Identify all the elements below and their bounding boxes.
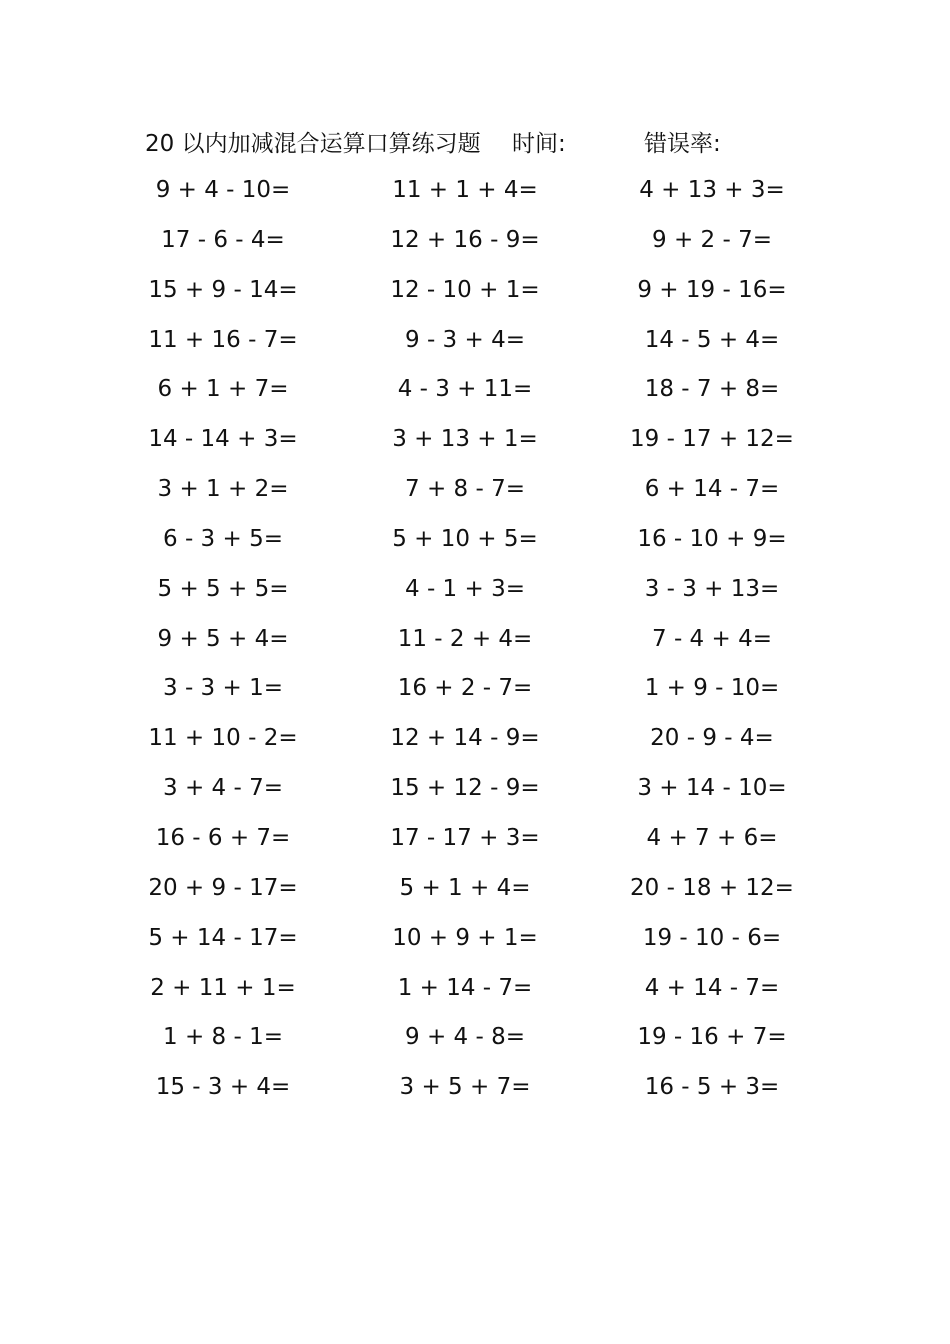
problem-item: 9 + 19 - 16= bbox=[637, 276, 787, 303]
problem-item: 3 + 1 + 2= bbox=[157, 476, 289, 503]
problem-item: 12 - 10 + 1= bbox=[390, 276, 540, 303]
problem-item: 16 + 2 - 7= bbox=[397, 675, 533, 702]
problem-item: 1 + 9 - 10= bbox=[644, 675, 780, 702]
problem-item: 20 - 9 - 4= bbox=[650, 725, 774, 752]
problem-item: 3 + 5 + 7= bbox=[399, 1074, 531, 1101]
problem-item: 16 - 6 + 7= bbox=[155, 824, 291, 851]
problem-item: 1 + 14 - 7= bbox=[397, 974, 533, 1001]
problem-item: 7 + 8 - 7= bbox=[405, 476, 525, 503]
problem-item: 19 - 16 + 7= bbox=[637, 1024, 787, 1051]
time-label: 时间: bbox=[512, 131, 566, 157]
problem-row bbox=[0, 365, 950, 415]
problem-row bbox=[0, 664, 950, 714]
problem-item: 14 - 5 + 4= bbox=[644, 326, 780, 353]
problem-row bbox=[0, 814, 950, 864]
problem-item: 7 - 4 + 4= bbox=[652, 625, 772, 652]
problem-item: 3 - 3 + 1= bbox=[163, 675, 283, 702]
problem-item: 4 - 3 + 11= bbox=[397, 376, 533, 403]
problem-item: 15 + 12 - 9= bbox=[390, 775, 540, 802]
problem-item: 11 - 2 + 4= bbox=[397, 625, 533, 652]
problem-row bbox=[0, 266, 950, 316]
problem-item: 15 - 3 + 4= bbox=[155, 1074, 291, 1101]
problem-item: 14 - 14 + 3= bbox=[148, 426, 298, 453]
problem-row bbox=[0, 764, 950, 814]
worksheet-title: 20 以内加减混合运算口算练习题 bbox=[145, 131, 481, 157]
problem-item: 9 + 2 - 7= bbox=[652, 226, 772, 253]
problem-row bbox=[0, 415, 950, 465]
problem-item: 5 + 1 + 4= bbox=[399, 874, 531, 901]
problem-item: 19 - 17 + 12= bbox=[630, 426, 794, 453]
problem-item: 20 + 9 - 17= bbox=[148, 874, 298, 901]
problem-item: 5 + 5 + 5= bbox=[157, 575, 289, 602]
problem-item: 4 + 13 + 3= bbox=[639, 177, 785, 203]
error-rate-label: 错误率: bbox=[644, 131, 721, 157]
problem-item: 19 - 10 - 6= bbox=[642, 924, 782, 951]
problem-item: 9 + 5 + 4= bbox=[157, 625, 289, 652]
problem-item: 4 + 14 - 7= bbox=[644, 974, 780, 1001]
problem-row bbox=[0, 864, 950, 914]
problem-item: 18 - 7 + 8= bbox=[644, 376, 780, 403]
problem-item: 20 - 18 + 12= bbox=[630, 874, 794, 901]
problem-item: 16 - 5 + 3= bbox=[644, 1074, 780, 1101]
problem-item: 9 + 4 - 8= bbox=[405, 1024, 525, 1051]
worksheet-header bbox=[0, 124, 950, 164]
problem-item: 10 + 9 + 1= bbox=[392, 924, 538, 951]
problem-item: 16 - 10 + 9= bbox=[637, 525, 787, 552]
problem-item: 3 - 3 + 13= bbox=[644, 575, 780, 602]
problem-row bbox=[0, 565, 950, 615]
problem-row bbox=[0, 316, 950, 366]
problem-item: 9 - 3 + 4= bbox=[405, 326, 525, 353]
problem-item: 4 - 1 + 3= bbox=[405, 575, 525, 602]
problem-item: 17 - 6 - 4= bbox=[161, 226, 285, 253]
problem-row bbox=[0, 1063, 950, 1113]
problem-row bbox=[0, 714, 950, 764]
problem-item: 1 + 8 - 1= bbox=[163, 1024, 283, 1051]
problem-item: 3 + 14 - 10= bbox=[637, 775, 787, 802]
problem-item: 6 + 1 + 7= bbox=[157, 376, 289, 403]
problem-row bbox=[0, 1013, 950, 1063]
problem-row bbox=[0, 914, 950, 964]
problem-item: 3 + 13 + 1= bbox=[392, 426, 538, 453]
problem-item: 15 + 9 - 14= bbox=[148, 276, 298, 303]
problem-item: 5 + 10 + 5= bbox=[392, 525, 538, 552]
problem-item: 5 + 14 - 17= bbox=[148, 924, 298, 951]
problem-item: 11 + 16 - 7= bbox=[148, 326, 298, 353]
problem-row bbox=[0, 515, 950, 565]
problem-row bbox=[0, 465, 950, 515]
problem-item: 17 - 17 + 3= bbox=[390, 824, 540, 851]
problem-item: 2 + 11 + 1= bbox=[150, 974, 296, 1001]
problem-item: 6 - 3 + 5= bbox=[163, 525, 283, 552]
problem-row bbox=[0, 166, 950, 216]
problem-grid bbox=[0, 166, 950, 1113]
problem-row bbox=[0, 964, 950, 1014]
problem-row bbox=[0, 216, 950, 266]
problem-item: 9 + 4 - 10= bbox=[155, 177, 291, 203]
problem-item: 6 + 14 - 7= bbox=[644, 476, 780, 503]
problem-item: 12 + 14 - 9= bbox=[390, 725, 540, 752]
problem-item: 4 + 7 + 6= bbox=[646, 824, 778, 851]
problem-item: 11 + 10 - 2= bbox=[148, 725, 298, 752]
problem-item: 3 + 4 - 7= bbox=[163, 775, 283, 802]
problem-row bbox=[0, 615, 950, 665]
problem-item: 12 + 16 - 9= bbox=[390, 226, 540, 253]
problem-item: 11 + 1 + 4= bbox=[392, 177, 538, 203]
